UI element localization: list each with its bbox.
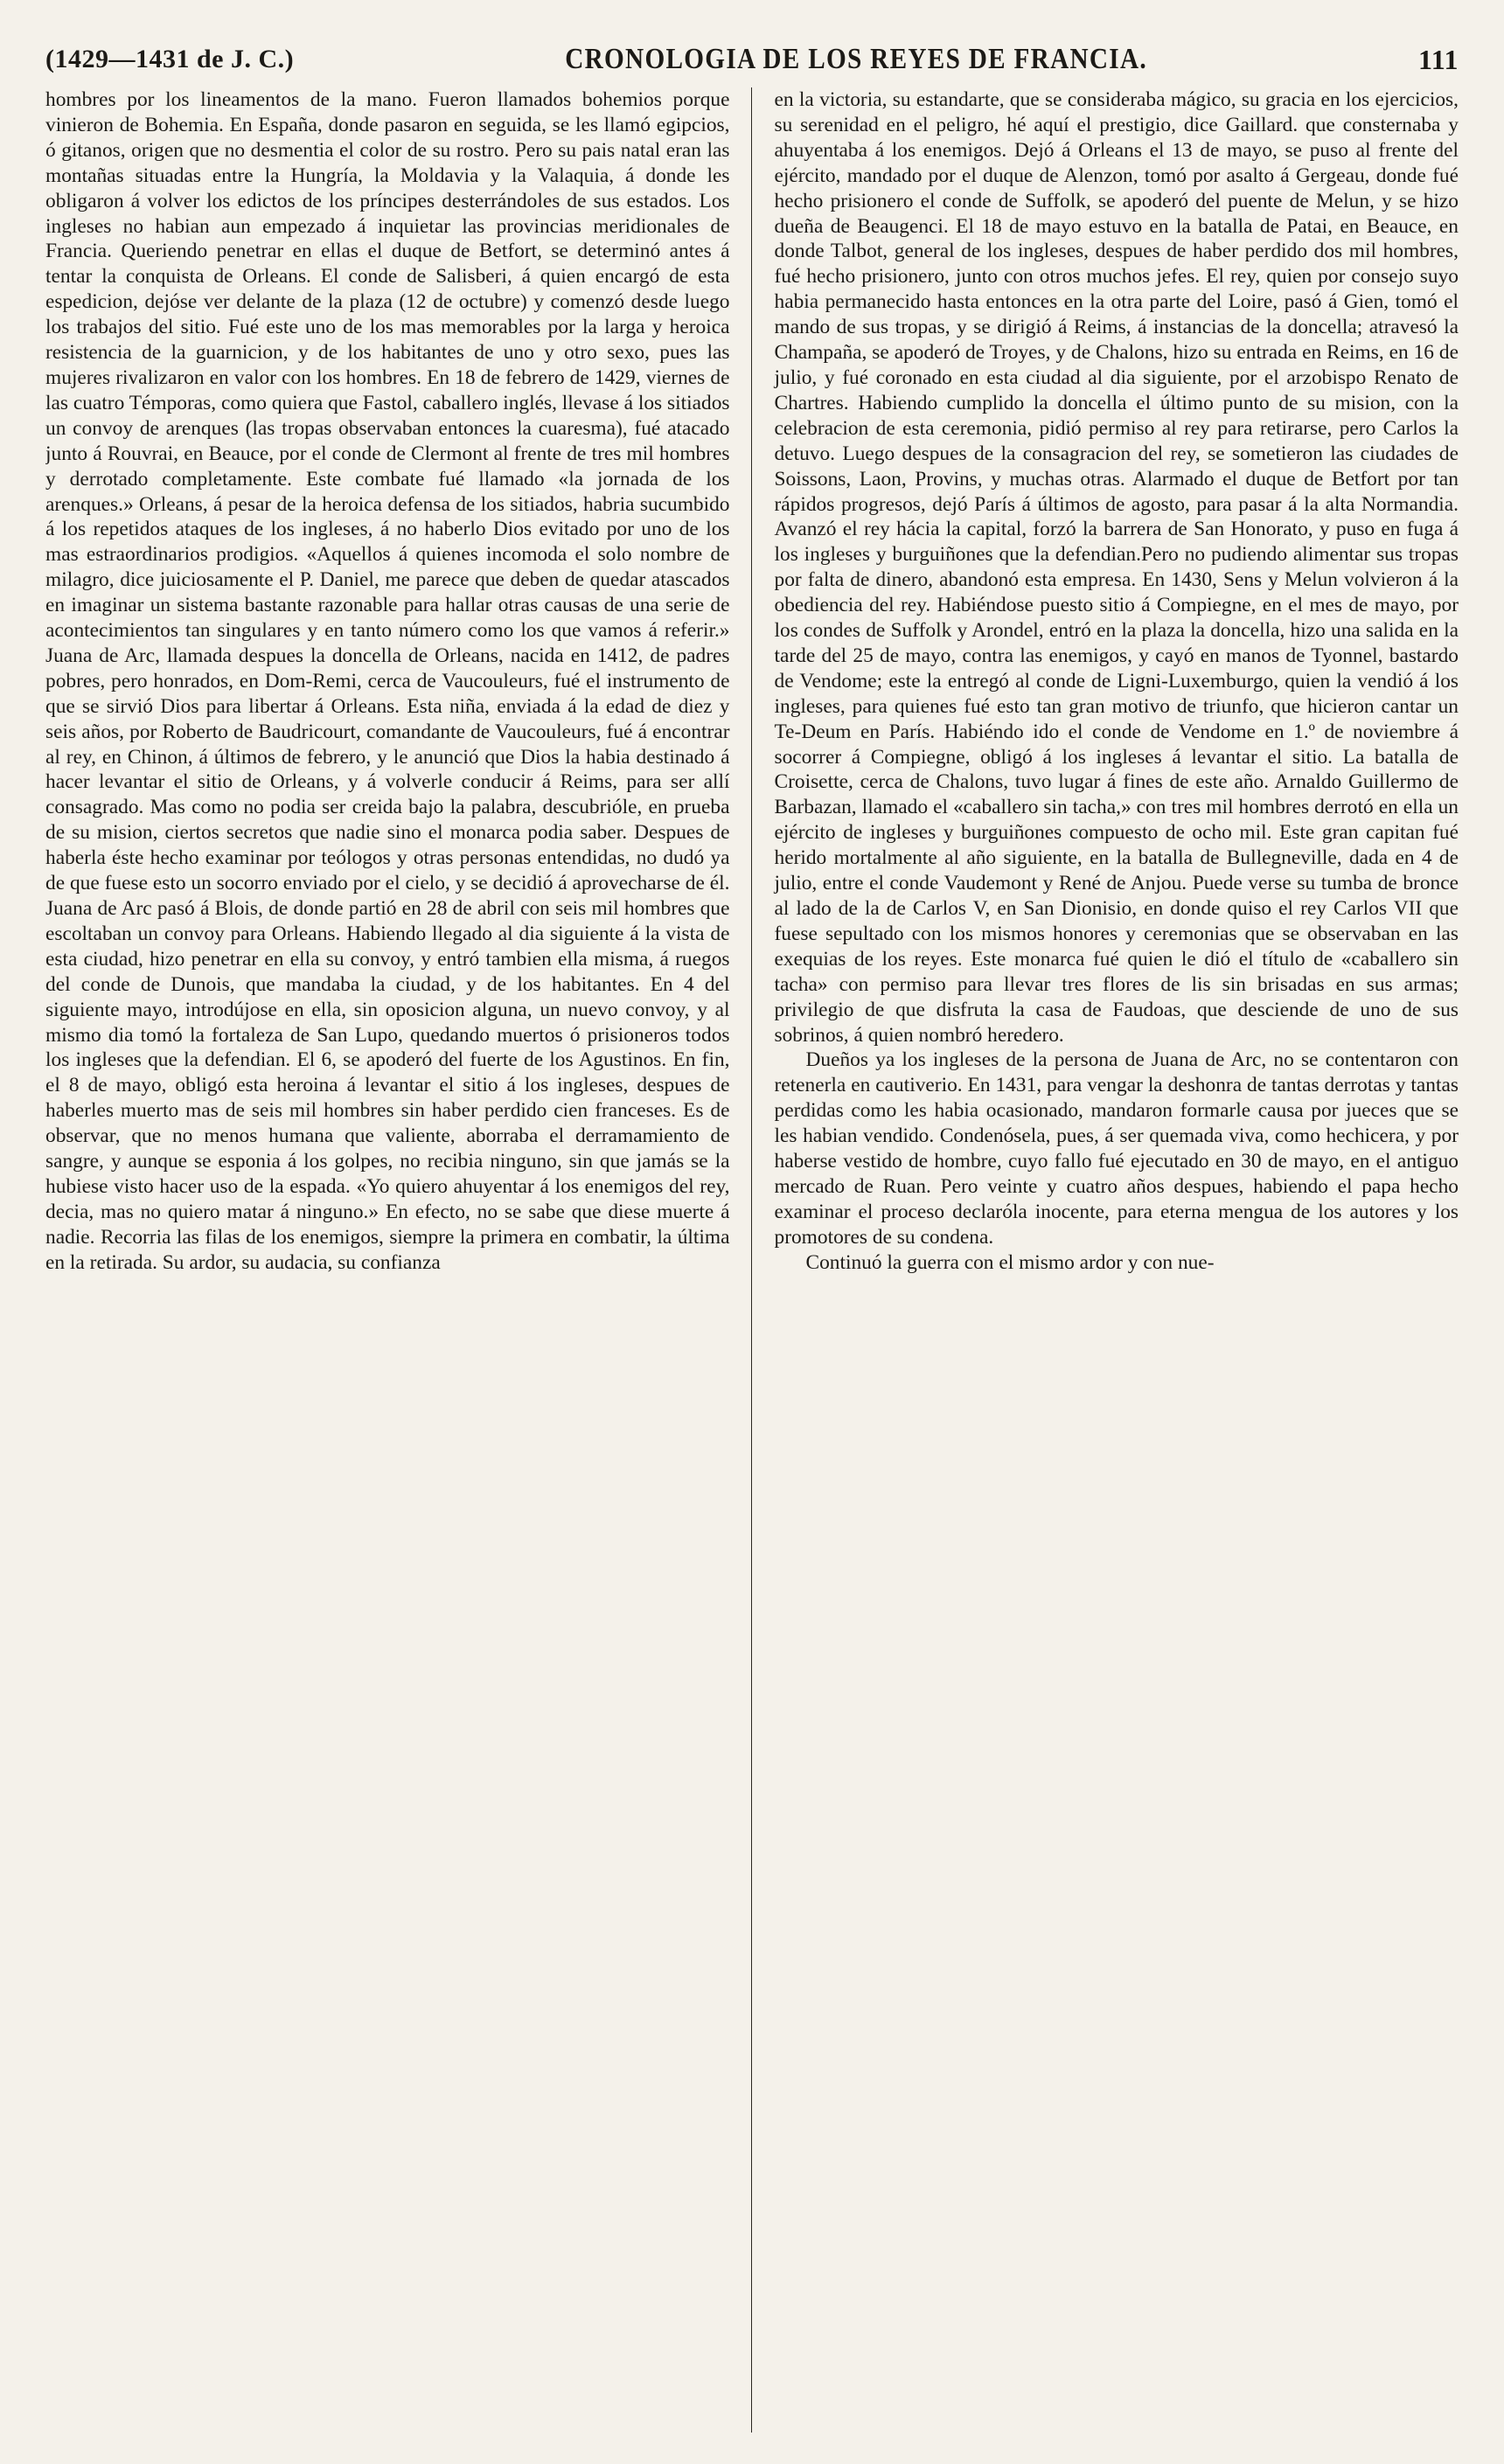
paragraph: hombres por los lineamentos de la mano. Fueron llamados bohemios porque vinieron de Bohemia. En España, donde pasaron en seguida, se les llamó egipcios, ó gitanos, origen que no desmentia el color de su rostro. Pero su pais natal eran las montañas situadas entre la Hungría, la Moldavia y la Valaquia, á donde les obligaron á volver los edictos de los príncipes desterrándoles de sus estados. Los ingleses no habian aun empezado á inquietar las provincias meridionales de Francia. Queriendo penetrar en ellas el duque de Betfort, se determinó antes á tentar la conquista de Orleans. El conde de Salisberi, á quien encargó de esta espedicion, dejóse ver delante de la plaza (12 de octubre) y comenzó desde luego los trabajos del sitio. Fué este uno de los mas memorables por la larga y heroica resistencia de la guarnicion, y de los habitantes de uno y otro sexo, pues las mujeres rivalizaron en valor con los hombres. En 18 de febrero de 1429, viernes de las cuatro Témporas, como quiera que Fastol, caballero inglés, llevase á los sitiados un convoy de arenques (las tropas observaban entonces la cuaresma), fué atacado junto á Rouvrai, en Beauce, por el conde de Clermont al frente de tres mil hombres y derrotado completamente. Este combate fué llamado «la jornada de los arenques.» Orleans, á pesar de la heroica defensa de los sitiados, habria sucumbido á los repetidos ataques de los ingleses, á no haberlo Dios evitado por uno de los mas estraordinarios prodigios. «Aquellos á quienes incomoda el solo nombre de milagro, dice juiciosamente el P. Daniel, me parece que deben de quedar atascados en imaginar un sistema bastante razonable para hallar otras causas de una serie de acontecimientos tan singulares y en tanto número como los que vamos á referir.» Juana de Arc, llamada despues la doncella de Orleans, nacida en 1412, de padres pobres, pero honrados, en Dom-Remi, cerca de Vaucouleurs, fué el instrumento de que se sirvió Dios para libertar á Orleans. Esta niña, enviada á la edad de diez y seis años, por Roberto de Baudricourt, comandante de Vaucouleurs, fué á encontrar al rey, en Chinon, á últimos de febrero, y le anunció que Dios la habia destinado á hacer levantar el sitio de Orleans, y á volverle conducir á Reims, para ser allí consagrado. Mas como no podia ser creida bajo la palabra, descubrióle, en prueba de su mision, ciertos secretos que nadie sino el monarca podia saber. Despues de haberla éste hecho examinar por teólogos y otras personas entendidas, no dudó ya de que fuese esto un socorro enviado por el cielo, y se decidió á aprovecharse de él. Juana de Arc pasó á Blois, de donde partió en 28 de abril con seis mil hombres que escoltaban un convoy para Orleans. Habiendo llegado al dia siguiente á la vista de esta ciudad, hizo penetrar en ella su convoy, y entró tambien ella misma, á ruegos del conde de Dunois, que mandaba la ciudad, y de los habitantes. En 4 del siguiente mayo, introdújose en ella, sin oposicion alguna, un nuevo convoy, y al mismo dia tomó la fortaleza de San Lupo, quedando muertos ó prisioneros todos los ingleses que la defendian. El 6, se apoderó del fuerte de los Agustinos. En fin, el 8 de mayo, obligó esta heroina á levantar el sitio á los ingleses, despues de haberles muerto mas de seis mil hombres sin haber perdido cien franceses. Es de observar, que no menos humana que valiente, aborraba el derramamiento de sangre, y aunque se esponia á los golpes, no recibia ninguno, sin que jamás se la hubiese visto hacer uso de la espada. «Yo quiero ahuyentar á los enemigos del rey, decia, mas no quiero matar á ninguno.» En efecto, no se sabe que diese muerte á nadie. Recorria las filas de los enemigos, siempre la primera en combatir, la última en la retirada. Su ardor, su audacia, su confianza bbox=[45, 88, 730, 1274]
page-title: CRONOLOGIA DE LOS REYES DE FRANCIA. bbox=[565, 43, 1147, 75]
left-column bbox=[45, 87, 751, 2433]
paragraph: en la victoria, su estandarte, que se consideraba mágico, su gracia en los ejercicios, su serenidad en el peligro, hé aquí el prestigio, dice Gaillard. que consternaba y ahuyentaba á los enemigos. Dejó á Orleans el 13 de mayo, se puso al frente del ejército, mandado por el duque de Alenzon, tomó por asalto á Gergeau, donde fué hecho prisionero el conde de Suffolk, se apoderó del puente de Melun, y se hizo dueña de Beaugenci. El 18 de mayo estuvo en la batalla de Patai, en Beauce, en donde Talbot, general de los ingleses, despues de haber perdido dos mil hombres, fué hecho prisionero, junto con otros muchos jefes. El rey, quien por consejo suyo habia permanecido hasta entonces en la otra parte del Loire, pasó á Gien, tomó el mando de sus tropas, y se dirigió á Reims, á instancias de la doncella; atravesó la Champaña, se apoderó de Troyes, y de Chalons, hizo su entrada en Reims, en 16 de julio, y fué coronado en esta ciudad al dia siguiente, por el arzobispo Renato de Chartres. Habiendo cumplido la doncella el último punto de su mision, con la celebracion de esta ceremonia, pidió permiso al rey para retirarse, pero Carlos la detuvo. Luego despues de la consagracion del rey, se sometieron las ciudades de Soissons, Laon, Provins, y muchas otras. Alarmado el duque de Betfort por tan rápidos progresos, dejó París á últimos de agosto, para pasar á la alta Normandia. Avanzó el rey hácia la capital, forzó la barrera de San Honorato, y puso en fuga á los ingleses y burguiñones que la defendian.Pero no pudiendo alimentar sus tropas por falta de dinero, abandonó esta empresa. En 1430, Sens y Melun volvieron á la obediencia del rey. Habiéndose puesto sitio á Compiegne, en el mes de mayo, por los condes de Suffolk y Arondel, entró en la plaza la doncella, hizo una salida en la tarde del 25 de mayo, contra las enemigos, y cayó en manos de Tyonnel, bastardo de Vendome; este la entregó al conde de Ligni-Luxemburgo, quien la vendió á los ingleses, para quienes fué esto tan gran motivo de triunfo, que hicieron cantar un Te-Deum en París. Habiéndo ido el conde de Vendome en 1.º de noviembre á socorrer á Compiegne, obligó á los ingleses á levantar el sitio. La batalla de Croisette, cerca de Chalons, tuvo lugar á fines de este año. Arnaldo Guillermo de Barbazan, llamado el «caballero sin tacha,» con tres mil hombres derrotó en ella un ejército de ingleses y burguiñones compuesto de ocho mil. Este gran capitan fué herido mortalmente al año siguiente, en la batalla de Bullegneville, dada en 4 de julio, entre el conde Vaudemont y René de Anjou. Puede verse su tumba de bronce al lado de la de Carlos V, en San Dionisio, en donde quiso el rey Carlos VII que fuese sepultado con los mismos honores y ceremonias que se observaban en las exequias de los reyes. Este monarca fué quien le dió el título de «caballero sin tacha» con permiso para llevar tres flores de lis sin brisadas en sus armas; privilegio de que disfruta la casa de Faudoas, que desciende de uno de sus sobrinos, á quien nombró heredero. bbox=[774, 88, 1459, 1047]
date-range-header: (1429—1431 de J. C.) bbox=[45, 45, 295, 73]
text-columns bbox=[45, 87, 1459, 2433]
page-number: 111 bbox=[1418, 43, 1459, 75]
right-column bbox=[751, 87, 1459, 2433]
paragraph: Dueños ya los ingleses de la persona de Juana de Arc, no se contentaron con retenerla en cautiverio. En 1431, para vengar la deshonra de tantas derrotas y tantas perdidas como les habia ocasionado, mandaron formarle causa por jueces que se les habian vendido. Condenósela, pues, á ser quemada viva, como hechicera, y por haberse vestido de hombre, cuyo fallo fué ejecutado en 30 de mayo, en el antiguo mercado de Ruan. Pero veinte y cuatro años despues, habiendo el papa hecho examinar el proceso declaróla inocente, para eterna mengua de los autores y los promotores de su condena. bbox=[774, 1048, 1459, 1249]
running-head bbox=[45, 35, 1459, 84]
paragraph: Continuó la guerra con el mismo ardor y con nue- bbox=[805, 1250, 1215, 1274]
